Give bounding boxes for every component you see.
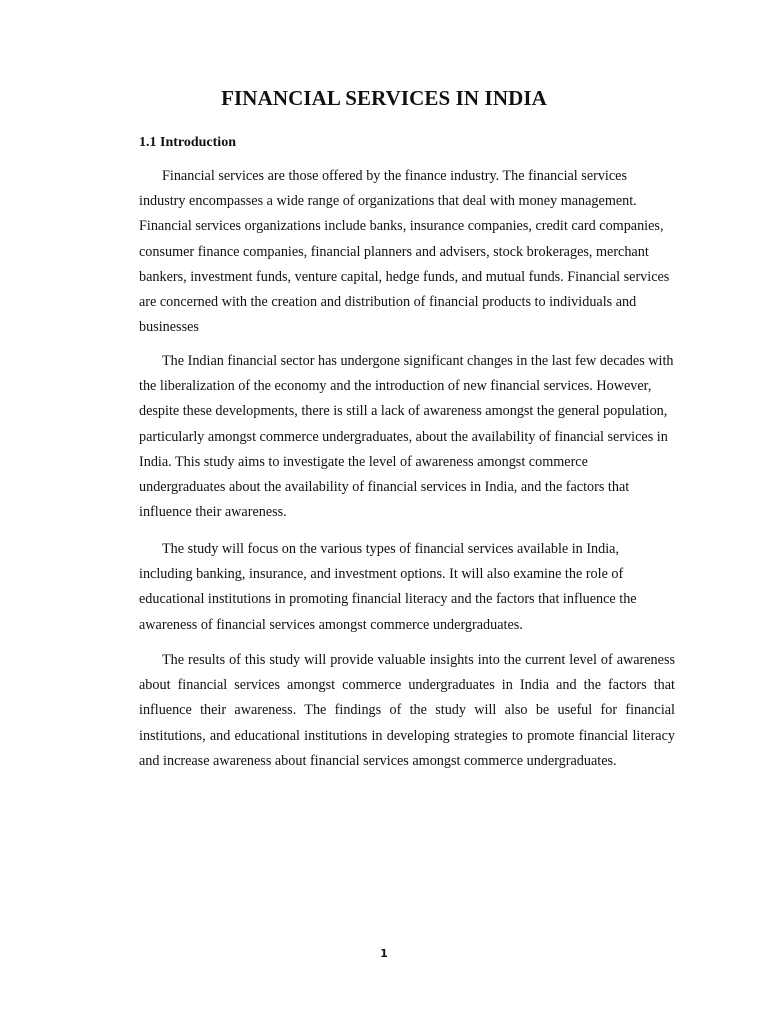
page-title: FINANCIAL SERVICES IN INDIA <box>221 86 547 110</box>
paragraph-2: The Indian financial sector has undergone significant changes in the last few decades with the liberalization of the economy and the introduction of new financial services. However, despite these developments, there is still a lack of awareness amongst the general population, particularly amongst commerce undergraduates, about the availability of financial services in India. This study aims to investigate the level of awareness amongst commerce undergraduates about the availability of financial services in India, and the factors that influence their awareness. <box>139 353 674 521</box>
paragraph-4: The results of this study will provide valuable insights into the current level of awareness about financial services amongst commerce undergraduates in India and the factors that influence their awareness. The findings of the study will also be useful for financial institutions, and educational institutions in developing strategies to promote financial literacy and increase awareness about financial services amongst commerce undergraduates. <box>139 652 675 769</box>
page-number: 1 <box>380 947 388 960</box>
paragraph-1: Financial services are those offered by the finance industry. The financial services industry encompasses a wide range of organizations that deal with money management. Financial services organizations include banks, insurance companies, credit card companies, consumer finance companies, financial planners and advisers, stock brokerages, merchant bankers, investment funds, venture capital, hedge funds, and mutual funds. Financial services are concerned with the creation and distribution of financial products to individuals and businesses <box>139 168 670 336</box>
section-heading: 1.1 Introduction <box>139 135 236 150</box>
paragraph-3: The study will focus on the various types of financial services available in India, including banking, insurance, and investment options. It will also examine the role of educational institutions in promoting financial literacy and the factors that influence the awareness of financial services amongst commerce undergraduates. <box>139 541 637 633</box>
